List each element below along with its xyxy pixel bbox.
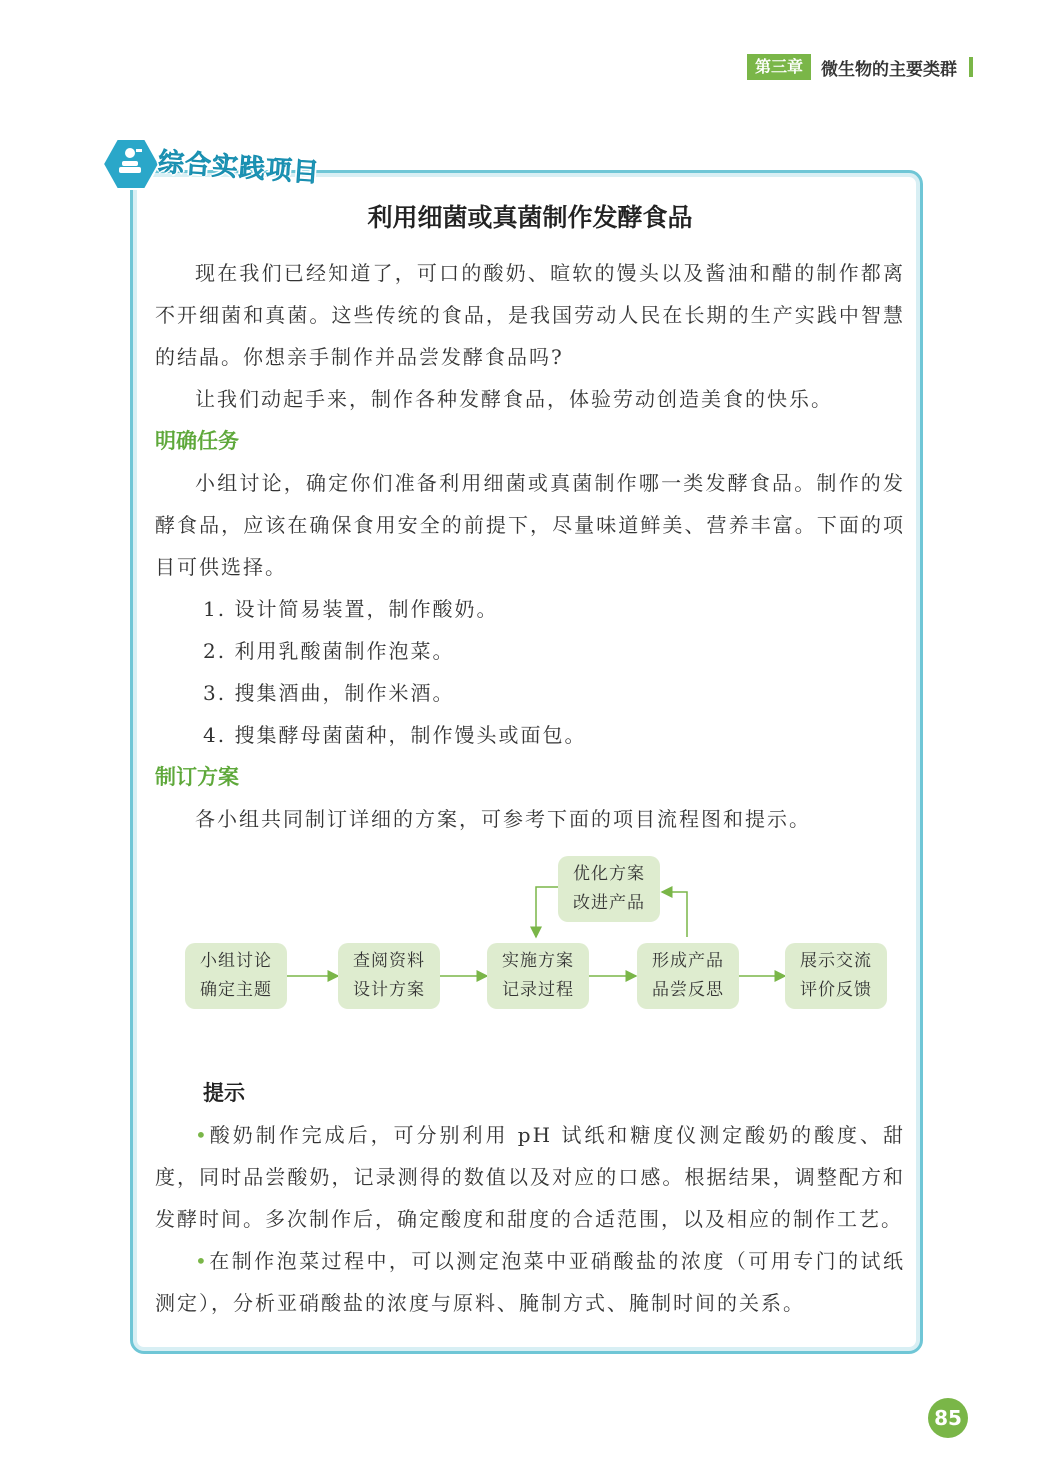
page-title: 利用细菌或真菌制作发酵食品 xyxy=(367,203,693,232)
flow-step-line: 设计方案 xyxy=(353,980,425,1000)
flow-step-line: 评价反馈 xyxy=(800,980,872,1000)
bullet-icon: • xyxy=(195,1249,209,1273)
flow-step-line: 实施方案 xyxy=(502,951,574,971)
flow-step-2 xyxy=(338,943,440,1009)
chapter-bar xyxy=(969,57,973,77)
chapter-title: 微生物的主要类群 xyxy=(821,59,957,80)
list-item: 2. 利用乳酸菌制作泡菜。 xyxy=(203,639,455,663)
intro-paragraph: 现在我们已经知道了，可口的酸奶、暄软的馒头以及酱油和醋的制作都离不开细菌和真菌。这些传统的食品，是我国劳动人民在长期的生产实践中智慧的结晶。你想亲手制作并品尝发酵食品吗? xyxy=(155,261,905,369)
tip-text: 在制作泡菜过程中，可以测定泡菜中亚硝酸盐的浓度（可用专门的试纸测定），分析亚硝酸盐的浓度与原料、腌制方式、腌制时间的关系。 xyxy=(155,1249,905,1315)
flow-step-1 xyxy=(185,943,287,1009)
flow-step-line: 优化方案 xyxy=(573,864,645,884)
flow-step-line: 改进产品 xyxy=(573,893,645,913)
plan-paragraph: 各小组共同制订详细的方案，可参考下面的项目流程图和提示。 xyxy=(195,807,811,831)
section-heading-plan: 制订方案 xyxy=(155,765,239,789)
tip-text: 酸奶制作完成后，可分别利用 pH 试纸和糖度仪测定酸奶的酸度、甜度，同时品尝酸奶，记录测得的数值以及对应的口感。根据结果，调整配方和发酵时间。多次制作后，确定酸度和甜度的合适范围，以及相应的制作工艺。 xyxy=(155,1123,905,1231)
list-item: 3. 搜集酒曲，制作米酒。 xyxy=(203,681,455,705)
flow-step-line: 形成产品 xyxy=(652,951,724,971)
chapter-header xyxy=(747,54,973,80)
tip-paragraph xyxy=(155,1240,905,1324)
project-badge-label: 综合实践项目 xyxy=(156,147,321,189)
flow-step-line: 记录过程 xyxy=(502,980,574,1000)
bullet-icon: • xyxy=(195,1123,209,1147)
flow-step-optimize xyxy=(558,856,660,922)
flow-step-line: 查阅资料 xyxy=(353,951,425,971)
intro-paragraph: 让我们动起手来，制作各种发酵食品，体验劳动创造美食的快乐。 xyxy=(195,387,833,411)
flow-step-line: 小组讨论 xyxy=(200,951,272,971)
task-paragraph: 小组讨论，确定你们准备利用细菌或真菌制作哪一类发酵食品。制作的发酵食品，应该在确保食用安全的前提下，尽量味道鲜美、营养丰富。下面的项目可供选择。 xyxy=(155,471,905,579)
page-number: 85 xyxy=(928,1398,968,1438)
list-item: 4. 搜集酵母菌菌种，制作馒头或面包。 xyxy=(203,723,587,747)
section-heading-task: 明确任务 xyxy=(155,429,239,453)
project-badge-icon xyxy=(102,137,160,191)
tips-heading: 提示 xyxy=(203,1081,245,1105)
chapter-tag: 第三章 xyxy=(747,54,811,80)
flow-step-line: 品尝反思 xyxy=(652,980,724,1000)
flowchart xyxy=(155,848,905,1066)
project-content xyxy=(155,188,905,1324)
flow-step-4 xyxy=(637,943,739,1009)
tip-paragraph xyxy=(155,1114,905,1240)
list-item: 1. 设计简易装置，制作酸奶。 xyxy=(203,597,499,621)
flow-step-3 xyxy=(487,943,589,1009)
flow-step-line: 确定主题 xyxy=(200,980,272,1000)
flow-step-5 xyxy=(785,943,887,1009)
flow-step-line: 展示交流 xyxy=(800,951,872,971)
